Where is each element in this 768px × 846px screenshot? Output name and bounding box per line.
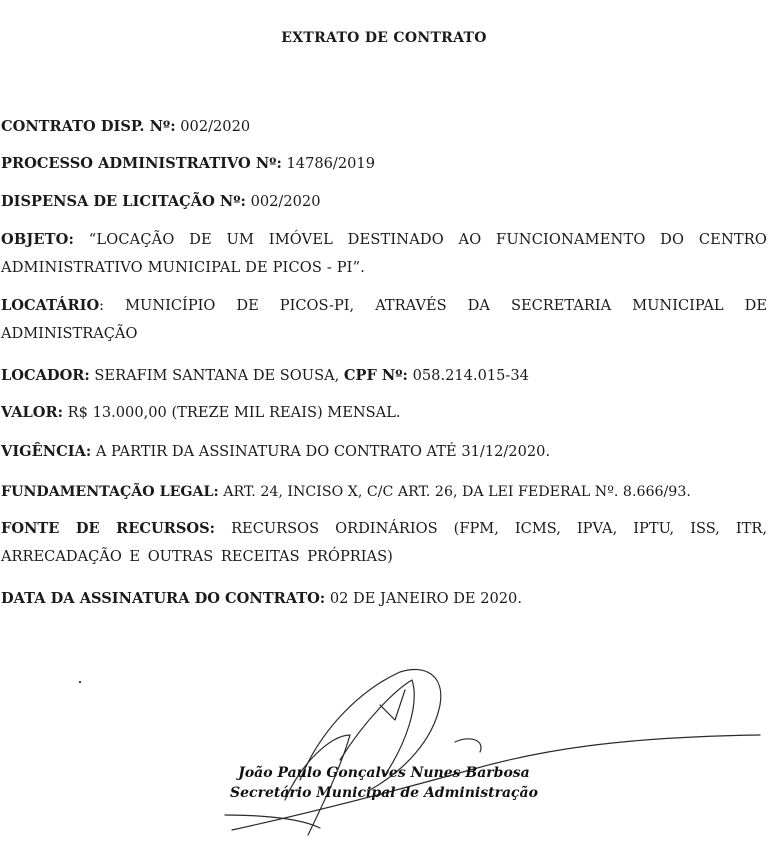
field-label: OBJETO:: [1, 231, 75, 248]
field-dispensa: [1, 188, 767, 216]
field-label: LOCATÁRIO: [1, 297, 100, 314]
signer-name: João Paulo Gonçalves Nunes Barbosa: [238, 765, 530, 781]
field-fonte-recursos: [1, 515, 767, 571]
field-contrato: [1, 113, 767, 141]
field-label-cpf: CPF Nº:: [343, 367, 408, 384]
field-valor: [1, 399, 767, 427]
field-label: VIGÊNCIA:: [1, 443, 92, 460]
field-value: 002/2020: [175, 118, 251, 135]
field-value: A PARTIR DA ASSINATURA DO CONTRATO ATÉ 31/12/2020.: [91, 443, 551, 460]
field-locador: [1, 362, 767, 390]
field-label: FUNDAMENTAÇÃO LEGAL:: [1, 484, 219, 500]
signer-role: Secretário Municipal de Administração: [230, 785, 538, 801]
field-value: 14786/2019: [281, 155, 375, 172]
field-value: RECURSOS ORDINÁRIOS (FPM, ICMS, IPVA, IPTU, ISS, ITR, ARRECADAÇÃO E OUTRAS RECEITAS PRÓPRIAS): [1, 520, 767, 565]
document-title: EXTRATO DE CONTRATO: [281, 30, 487, 46]
field-fundamentacao: [1, 478, 767, 506]
field-label: LOCADOR:: [1, 367, 90, 384]
field-value: R$ 13.000,00 (TREZE MIL REAIS) MENSAL.: [63, 404, 401, 421]
field-value: : MUNICÍPIO DE PICOS-PI, ATRAVÉS DA SECRETARIA MUNICIPAL DE ADMINISTRAÇÃO: [1, 297, 767, 342]
field-label: DISPENSA DE LICITAÇÃO Nº:: [1, 193, 246, 210]
field-label: VALOR:: [1, 404, 64, 421]
stray-mark: [79, 681, 81, 683]
field-locatario: [1, 292, 767, 348]
field-value: SERAFIM SANTANA DE SOUSA,: [89, 367, 344, 384]
field-value: ART. 24, INCISO X, C/C ART. 26, DA LEI FEDERAL Nº. 8.666/93.: [218, 484, 691, 500]
field-value: 002/2020: [245, 193, 321, 210]
field-label: PROCESSO ADMINISTRATIVO Nº:: [1, 155, 282, 172]
field-data-assinatura: [1, 585, 767, 613]
field-value-cpf: 058.214.015-34: [407, 367, 529, 384]
field-label: FONTE DE RECURSOS:: [1, 520, 216, 537]
field-label: CONTRATO DISP. Nº:: [1, 118, 176, 135]
field-objeto: [1, 226, 767, 282]
field-value: “LOCAÇÃO DE UM IMÓVEL DESTINADO AO FUNCIONAMENTO DO CENTRO ADMINISTRATIVO MUNICIPAL DE PICOS - PI”.: [1, 231, 767, 276]
field-processo: [1, 150, 767, 178]
field-vigencia: [1, 438, 767, 466]
field-label: DATA DA ASSINATURA DO CONTRATO:: [1, 590, 326, 607]
field-value: 02 DE JANEIRO DE 2020.: [325, 590, 522, 607]
